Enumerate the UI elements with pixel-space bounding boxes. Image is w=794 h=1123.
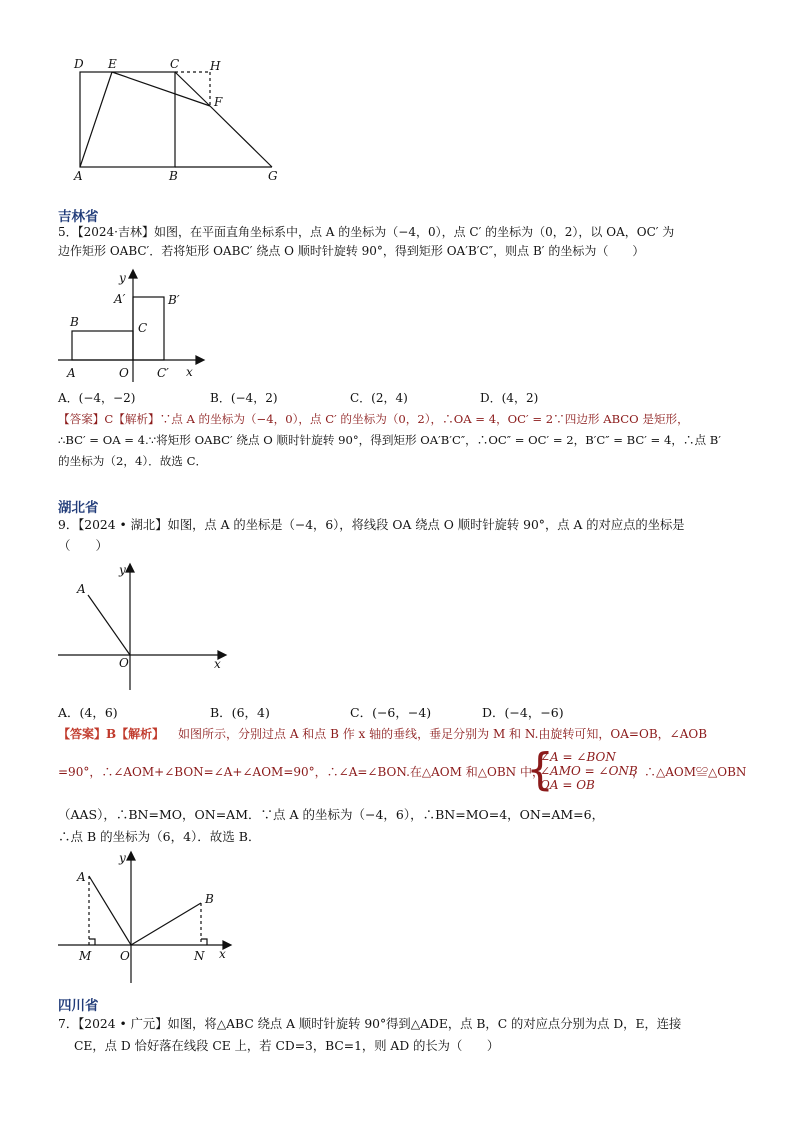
x-axis-arrow bbox=[196, 356, 204, 364]
label-y: y bbox=[119, 563, 126, 577]
province-heading-hubei: 湖北省 bbox=[58, 500, 99, 516]
option-b: B．(6，4) bbox=[210, 705, 270, 720]
answer-5-line1: 【答案】C【解析】∵点 A 的坐标为（−4，0），点 C′ 的坐标为（0，2），∴OA = 4，OC′ = 2∵四边形 ABCO 是矩形， bbox=[58, 412, 689, 426]
label-n: N bbox=[194, 949, 205, 963]
label-b: B bbox=[205, 892, 214, 906]
answer-5-line3: 的坐标为（2，4）．故选 C． bbox=[58, 454, 208, 468]
question-7-line1: 7．【2024 • 广元】如图，将△ABC 绕点 A 顺时针旋转 90°得到△ADE，点 B，C 的对应点分别为点 D，E，连接 bbox=[58, 1017, 682, 1031]
system-eq-3: OA = OB bbox=[540, 778, 595, 792]
label-x: x bbox=[214, 657, 221, 671]
answer-9-line1: 如图所示，分别过点 A 和点 B 作 x 轴的垂线，垂足分别为 M 和 N.由旋转可知，OA=OB，∠AOB bbox=[178, 727, 708, 741]
y-axis-arrow bbox=[127, 852, 135, 860]
answer-9-line2b: ，∴△AOM≌△OBN bbox=[632, 765, 747, 779]
question-5-line1: 5．【2024·吉林】如图，在平面直角坐标系中，点 A 的坐标为（−4，0），点 C′ 的坐标为（0，2），以 OA，OC′ 为 bbox=[58, 225, 675, 239]
rotation-rectangle-figure bbox=[58, 266, 208, 382]
label-a-prime: A′ bbox=[114, 292, 126, 306]
province-heading-jilin: 吉林省 bbox=[58, 209, 99, 225]
segment-oa bbox=[88, 595, 130, 655]
segment-ae bbox=[80, 72, 112, 167]
top-geometry-figure bbox=[60, 52, 300, 187]
label-c-prime: C′ bbox=[157, 366, 169, 380]
label-b-prime: B′ bbox=[168, 293, 180, 307]
label-a: A bbox=[67, 366, 76, 380]
label-o: O bbox=[119, 656, 129, 670]
segment-ob bbox=[131, 903, 201, 945]
option-c: C．(−6，−4) bbox=[350, 705, 432, 720]
label-a: A bbox=[77, 870, 86, 884]
question-5-line2: 边作矩形 OABC′．若将矩形 OABC′ 绕点 O 顺时针旋转 90°，得到矩形 OA′B′C″，则点 B′ 的坐标为（ ） bbox=[58, 244, 645, 258]
question-9-line2: （ ） bbox=[58, 538, 109, 553]
option-d: D．(4，2) bbox=[480, 391, 539, 405]
label-b: B bbox=[70, 315, 79, 329]
right-angle-m bbox=[89, 939, 95, 945]
y-axis-arrow bbox=[126, 564, 134, 572]
label-f: F bbox=[214, 95, 223, 109]
answer-9-line2: =90°，∴∠AOM+∠BON=∠A+∠AOM=90°，∴∠A=∠BON.在△AOM 和△OBN 中， bbox=[58, 765, 544, 779]
label-c: C bbox=[138, 321, 148, 335]
y-axis-arrow bbox=[129, 270, 137, 278]
label-a: A bbox=[74, 169, 83, 183]
province-heading-sichuan: 四川省 bbox=[58, 998, 99, 1014]
rectangle-oabc bbox=[72, 331, 133, 360]
rectangle-abcd bbox=[80, 72, 175, 167]
option-a: A．(4，6) bbox=[58, 705, 118, 720]
question-9-line1: 9．【2024 • 湖北】如图，点 A 的坐标是（−4，6），将线段 OA 绕点 O 顺时针旋转 90°，点 A 的对应点的坐标是 bbox=[58, 518, 685, 532]
label-b: B bbox=[169, 169, 178, 183]
question-7-line2: CE，点 D 恰好落在线段 CE 上，若 CD=3，BC=1，则 AD 的长为（ ） bbox=[74, 1039, 500, 1053]
option-a: A．(−4，−2) bbox=[58, 391, 136, 405]
option-d: D．(−4，−6) bbox=[482, 705, 564, 720]
label-g: G bbox=[268, 169, 278, 183]
right-angle-n bbox=[201, 939, 207, 945]
system-brace: { bbox=[526, 744, 554, 795]
label-o: O bbox=[120, 949, 130, 963]
label-h: H bbox=[210, 59, 221, 73]
answer-9-tag: 【答案】B【解析】 bbox=[58, 727, 165, 741]
label-y: y bbox=[119, 851, 126, 865]
answer-9-line4: ∴点 B 的坐标为（6，4）．故选 B． bbox=[58, 829, 261, 844]
label-o: O bbox=[119, 366, 129, 380]
segment-fg bbox=[210, 106, 272, 167]
segment-rotation-figure bbox=[58, 562, 233, 692]
option-b: B．(−4，2) bbox=[210, 391, 278, 405]
segment-ef bbox=[112, 72, 210, 106]
segment-oa bbox=[89, 876, 131, 945]
system-eq-2: ∠AMO = ∠ONB bbox=[540, 764, 638, 778]
congruent-triangles-figure bbox=[58, 848, 238, 988]
label-c: C bbox=[170, 57, 180, 71]
answer-9-line3: （AAS），∴BN=MO，ON=AM．∵点 A 的坐标为（−4，6），∴BN=MO=4，ON=AM=6， bbox=[58, 807, 605, 822]
label-d: D bbox=[74, 57, 84, 71]
label-e: E bbox=[108, 57, 117, 71]
label-x: x bbox=[219, 947, 226, 961]
label-m: M bbox=[79, 949, 92, 963]
label-a: A bbox=[77, 582, 86, 596]
system-eq-1: ∠A = ∠BON bbox=[540, 750, 616, 764]
label-y: y bbox=[119, 271, 126, 285]
segment-cf bbox=[175, 72, 210, 106]
option-c: C．(2，4) bbox=[350, 391, 408, 405]
label-x: x bbox=[186, 365, 193, 379]
answer-5-line2: ∴BC′ = OA = 4.∵将矩形 OABC′ 绕点 O 顺时针旋转 90°，得到矩形 OA′B′C″，∴OC″ = OC′ = 2，B′C″ = BC′ = 4，∴点 B′ bbox=[58, 433, 721, 447]
